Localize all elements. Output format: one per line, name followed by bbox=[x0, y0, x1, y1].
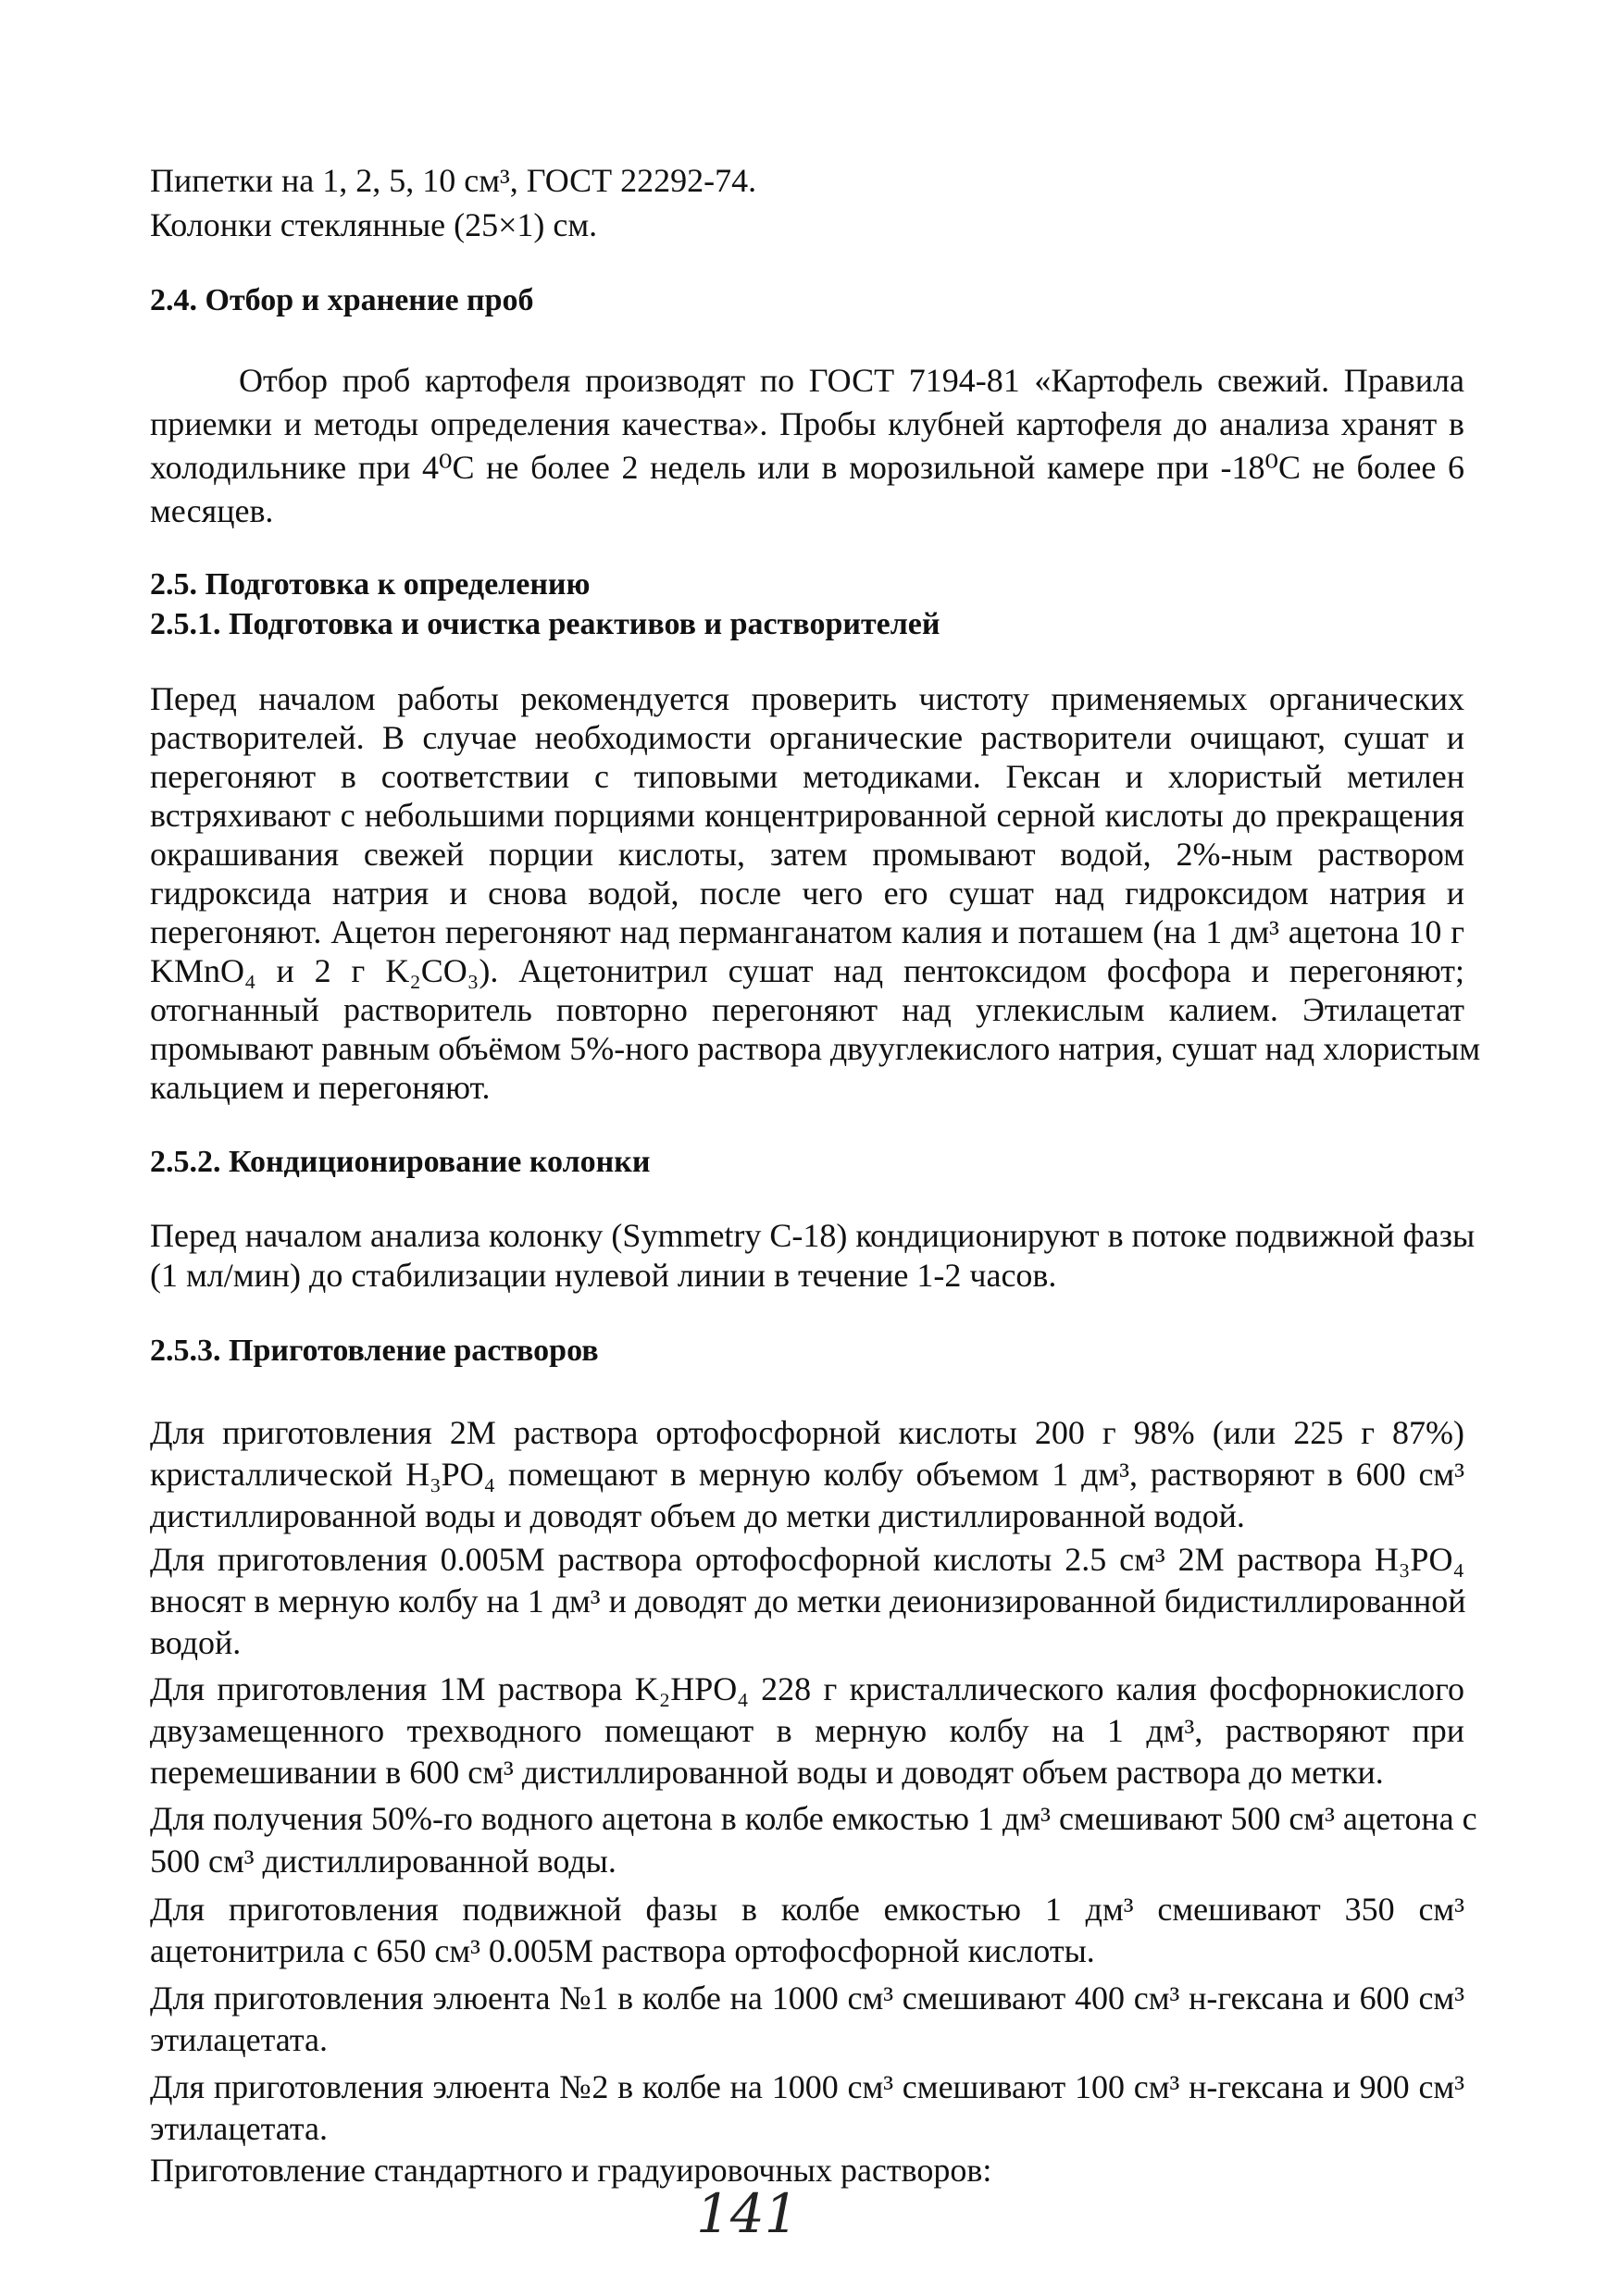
paragraph-line: вносят в мерную колбу на 1 дм³ и доводят до метки деионизированной бидистиллированной bbox=[150, 1582, 1466, 1620]
paragraph-line: Для приготовления 1М раствора K₂HPO₄ 228 г кристаллического калия фосфорнокислого bbox=[150, 1670, 1464, 1707]
paragraph-line: ацетонитрила с 650 см³ 0.005М раствора ортофосфорной кислоты. bbox=[150, 1932, 1095, 1969]
paragraph-line: месяцев. bbox=[150, 492, 274, 529]
section-heading-2-4: 2.4. Отбор и хранение проб bbox=[150, 283, 534, 317]
paragraph-line: Для приготовления элюента №2 в колбе на 1000 см³ смешивают 100 см³ н-гексана и 900 см³ bbox=[150, 2068, 1464, 2105]
paragraph-line: гидроксида натрия и снова водой, после чего его сушат над гидроксидом натрия и bbox=[150, 875, 1464, 912]
paragraph-line: Перед началом работы рекомендуется проверить чистоту применяемых органических bbox=[150, 680, 1464, 717]
paragraph-line: (1 мл/мин) до стабилизации нулевой линии в течение 1-2 часов. bbox=[150, 1257, 1057, 1294]
paragraph-line: Для получения 50%-го водного ацетона в колбе емкостью 1 дм³ смешивают 500 см³ ацетона с bbox=[150, 1800, 1477, 1837]
paragraph-line: отогнанный растворитель повторно перегоняют над углекислым калием. Этилацетат bbox=[150, 991, 1464, 1028]
paragraph-line: Отбор проб картофеля производят по ГОСТ 7194-81 «Картофель свежий. Правила bbox=[239, 362, 1464, 399]
paragraph-line: этилацетата. bbox=[150, 2110, 329, 2147]
paragraph-line: 500 см³ дистиллированной воды. bbox=[150, 1843, 616, 1880]
paragraph-line: Для приготовления элюента №1 в колбе на 1000 см³ смешивают 400 см³ н-гексана и 600 см³ bbox=[150, 1980, 1464, 2017]
paragraph-line: приемки и методы определения качества». Пробы клубней картофеля до анализа хранят в bbox=[150, 405, 1464, 442]
paragraph-line: дистиллированной воды и доводят объем до метки дистиллированной водой. bbox=[150, 1497, 1245, 1534]
paragraph-line: Перед началом анализа колонку (Symmetry С-18) кондиционируют в потоке подвижной фазы bbox=[150, 1217, 1476, 1254]
paragraph-line: промывают равным объёмом 5%-ного раствора двууглекислого натрия, сушат над хлористым bbox=[150, 1030, 1481, 1067]
intro-line-columns: Колонки стеклянные (25×1) см. bbox=[150, 206, 598, 243]
paragraph-line: водой. bbox=[150, 1624, 242, 1661]
section-heading-2-5-3: 2.5.3. Приготовление растворов bbox=[150, 1334, 599, 1368]
paragraph-line: холодильнике при 4⁰С не более 2 недель или в морозильной камере при -18⁰С не более 6 bbox=[150, 449, 1464, 486]
paragraph-line: перегоняют в соответствии с типовыми методиками. Гексан и хлористый метилен bbox=[150, 758, 1464, 795]
paragraph-line: KMnO₄ и 2 г K₂CO₃). Ацетонитрил сушат над пентоксидом фосфора и перегоняют; bbox=[150, 952, 1464, 989]
section-heading-2-5-1: 2.5.1. Подготовка и очистка реактивов и растворителей bbox=[150, 607, 940, 641]
section-heading-2-5: 2.5. Подготовка к определению bbox=[150, 567, 591, 602]
paragraph-line: Приготовление стандартного и градуировочных растворов: bbox=[150, 2152, 992, 2189]
paragraph-line: перегоняют. Ацетон перегоняют над перманганатом калия и поташем (на 1 дм³ ацетона 10 г bbox=[150, 913, 1464, 950]
paragraph-line: Для приготовления подвижной фазы в колбе емкостью 1 дм³ смешивают 350 см³ bbox=[150, 1891, 1464, 1928]
paragraph-line: растворителей. В случае необходимости органические растворители очищают, сушат и bbox=[150, 719, 1464, 756]
intro-line-pipettes: Пипетки на 1, 2, 5, 10 см³, ГОСТ 22292-74. bbox=[150, 162, 757, 199]
paragraph-line: Для приготовления 2М раствора ортофосфорной кислоты 200 г 98% (или 225 г 87%) bbox=[150, 1414, 1464, 1451]
paragraph-line: Для приготовления 0.005М раствора ортофосфорной кислоты 2.5 см³ 2М раствора H₃PO₄ bbox=[150, 1541, 1464, 1578]
paragraph-line: кальцием и перегоняют. bbox=[150, 1069, 491, 1106]
paragraph-line: встряхивают с небольшими порциями концентрированной серной кислоты до прекращения bbox=[150, 797, 1464, 834]
paragraph-line: перемешивании в 600 см³ дистиллированной воды и доводят объем раствора до метки. bbox=[150, 1754, 1384, 1791]
page-number: 141 bbox=[696, 2182, 799, 2245]
paragraph-line: окрашивания свежей порции кислоты, затем промывают водой, 2%-ным раствором bbox=[150, 836, 1464, 873]
paragraph-line: этилацетата. bbox=[150, 2021, 329, 2058]
section-heading-2-5-2: 2.5.2. Кондиционирование колонки bbox=[150, 1145, 651, 1179]
paragraph-line: кристаллической H₃PO₄ помещают в мерную колбу объемом 1 дм³, растворяют в 600 см³ bbox=[150, 1456, 1464, 1493]
paragraph-line: двузамещенного трехводного помещают в мерную колбу на 1 дм³, растворяют при bbox=[150, 1712, 1464, 1749]
